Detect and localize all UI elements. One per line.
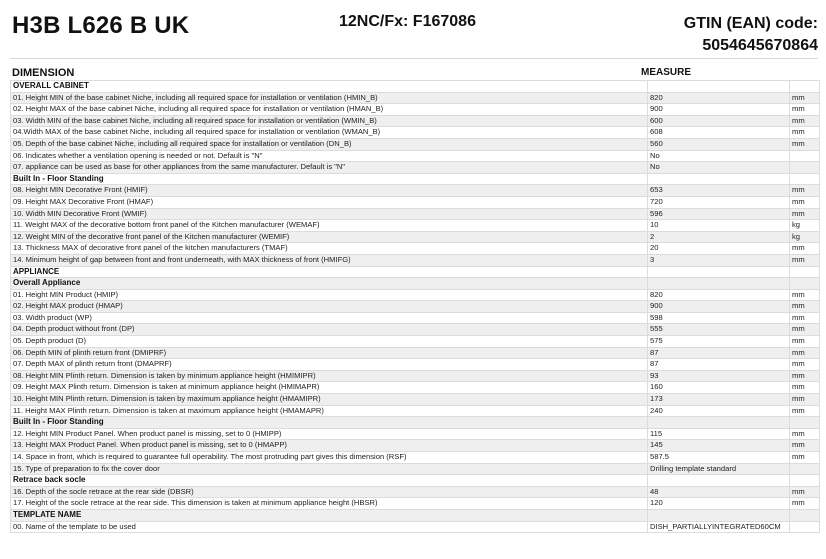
section-row	[11, 266, 820, 278]
section-row	[11, 509, 820, 521]
measure-value: 720	[648, 196, 790, 208]
measure-value: 2	[648, 231, 790, 243]
model-title: H3B L626 B UK	[12, 12, 190, 39]
table-row	[11, 208, 820, 220]
section-row	[11, 475, 820, 487]
dimension-label: 12. Height MIN Product Panel. When product panel is missing, set to 0 (HMIPP)	[11, 428, 648, 440]
measure-value: 3	[648, 254, 790, 266]
measure-unit: mm	[790, 127, 820, 139]
dimension-label: 14. Space in front, which is required to guarantee full operability. The most protruding part gives this dimension (RSF)	[11, 452, 648, 464]
measure-value: 560	[648, 138, 790, 150]
measure-unit: mm	[790, 115, 820, 127]
dimension-label: 09. Height MAX Plinth return. Dimension is taken at minimum appliance height (HMIMAPR)	[11, 382, 648, 394]
table-row	[11, 382, 820, 394]
table-row	[11, 289, 820, 301]
dimension-label: 05. Depth of the base cabinet Niche, including all required space for installation or ventilation (DN_B)	[11, 138, 648, 150]
dimension-label: 13. Height MAX Product Panel. When product panel is missing, set to 0 (HMAPP)	[11, 440, 648, 452]
section-row	[11, 278, 820, 290]
measure-unit: mm	[790, 336, 820, 348]
measure-unit	[790, 521, 820, 533]
measure-value: 598	[648, 312, 790, 324]
table-row	[11, 498, 820, 510]
dimension-label: 02. Height MAX product (HMAP)	[11, 301, 648, 313]
measure-value: No	[648, 162, 790, 174]
measure-value: 900	[648, 301, 790, 313]
page-header	[0, 0, 826, 58]
measure-unit: mm	[790, 243, 820, 255]
gtin-label: GTIN (EAN) code:	[683, 15, 818, 32]
measure-unit	[790, 278, 820, 290]
table-row	[11, 185, 820, 197]
table-row	[11, 312, 820, 324]
measure-value: 575	[648, 336, 790, 348]
dimension-label: 10. Height MIN Plinth return. Dimension is taken by maximum appliance height (HMAMIPR)	[11, 394, 648, 406]
12nc-code: 12NC/Fx: F167086	[339, 13, 476, 30]
table-row	[11, 336, 820, 348]
measure-unit: mm	[790, 254, 820, 266]
measure-value: 900	[648, 104, 790, 116]
dimension-label: 03. Width product (WP)	[11, 312, 648, 324]
measure-value: DISH_PARTIALLYINTEGRATED60CM	[648, 521, 790, 533]
dimension-label: 01. Height MIN of the base cabinet Niche, including all required space for installation or ventilation (HMIN_B)	[11, 92, 648, 104]
dimension-label: 16. Depth of the socle retrace at the rear side (DBSR)	[11, 486, 648, 498]
measure-unit: mm	[790, 394, 820, 406]
table-row	[11, 347, 820, 359]
table-row	[11, 405, 820, 417]
measure-value: 555	[648, 324, 790, 336]
dimension-label: 04.Width MAX of the base cabinet Niche, including all required space for installation or ventilation (WMAN_B)	[11, 127, 648, 139]
measure-unit	[790, 162, 820, 174]
measure-unit: mm	[790, 324, 820, 336]
measure-value: 653	[648, 185, 790, 197]
dimension-label: 08. Height MIN Decorative Front (HMIF)	[11, 185, 648, 197]
section-heading: TEMPLATE NAME	[11, 509, 648, 521]
measure-unit: mm	[790, 382, 820, 394]
measure-value: 600	[648, 115, 790, 127]
measure-value	[648, 81, 790, 93]
table-row	[11, 394, 820, 406]
measure-unit: mm	[790, 289, 820, 301]
measure-value: 115	[648, 428, 790, 440]
measure-column-header: MEASURE	[641, 67, 692, 78]
measure-unit: mm	[790, 208, 820, 220]
header-divider	[10, 58, 818, 59]
measure-unit	[790, 475, 820, 487]
table-row	[11, 428, 820, 440]
table-row	[11, 486, 820, 498]
dimension-label: 04. Depth product without front (DP)	[11, 324, 648, 336]
measure-value: 240	[648, 405, 790, 417]
measure-unit	[790, 509, 820, 521]
dimension-label: 01. Height MIN Product (HMIP)	[11, 289, 648, 301]
table-row	[11, 301, 820, 313]
dimension-label: 05. Depth product (D)	[11, 336, 648, 348]
measure-unit: mm	[790, 486, 820, 498]
section-heading: APPLIANCE	[11, 266, 648, 278]
measure-unit	[790, 266, 820, 278]
measure-unit: mm	[790, 196, 820, 208]
measure-unit	[790, 81, 820, 93]
dimension-label: 11. Height MAX Plinth return. Dimension is taken at maximum appliance height (HMAMAPR)	[11, 405, 648, 417]
measure-value: Drilling template standard	[648, 463, 790, 475]
measure-value: 145	[648, 440, 790, 452]
table-row	[11, 254, 820, 266]
dimension-label: 15. Type of preparation to fix the cover door	[11, 463, 648, 475]
measure-unit: mm	[790, 301, 820, 313]
measure-value: 87	[648, 347, 790, 359]
table-row	[11, 196, 820, 208]
measure-unit	[790, 463, 820, 475]
table-row	[11, 243, 820, 255]
dimension-label: 10. Width MIN Decorative Front (WMIF)	[11, 208, 648, 220]
measure-unit: mm	[790, 312, 820, 324]
dimension-label: 09. Height MAX Decorative Front (HMAF)	[11, 196, 648, 208]
measure-value	[648, 173, 790, 185]
dimension-label: 00. Name of the template to be used	[11, 521, 648, 533]
dimension-label: 07. appliance can be used as base for other appliances from the same manufacturer. Default is "N"	[11, 162, 648, 174]
measure-value: 160	[648, 382, 790, 394]
measure-unit: mm	[790, 185, 820, 197]
dimension-label: 11. Weight MAX of the decorative bottom front panel of the Kitchen manufacturer (WEMAF)	[11, 220, 648, 232]
dimension-label: 06. Depth MIN of plinth return front (DMIPRF)	[11, 347, 648, 359]
table-row	[11, 359, 820, 371]
measure-value: 20	[648, 243, 790, 255]
gtin-block	[684, 13, 818, 57]
section-row	[11, 417, 820, 429]
measure-unit: mm	[790, 370, 820, 382]
table-row	[11, 104, 820, 116]
section-heading: OVERALL CABINET	[11, 81, 648, 93]
measure-unit: mm	[790, 138, 820, 150]
measure-value: 820	[648, 92, 790, 104]
measure-unit: mm	[790, 440, 820, 452]
measure-value: 87	[648, 359, 790, 371]
table-row	[11, 231, 820, 243]
table-row	[11, 324, 820, 336]
dimension-label: 12. Weight MIN of the decorative front panel of the Kitchen manufacturer (WEMIF)	[11, 231, 648, 243]
table-row	[11, 463, 820, 475]
measure-unit	[790, 173, 820, 185]
measure-unit: mm	[790, 428, 820, 440]
measure-value: No	[648, 150, 790, 162]
measure-value	[648, 475, 790, 487]
section-heading: Overall Appliance	[11, 278, 648, 290]
table-row	[11, 440, 820, 452]
table-row	[11, 452, 820, 464]
measure-value: 93	[648, 370, 790, 382]
measure-value: 596	[648, 208, 790, 220]
dimension-table	[10, 80, 820, 533]
table-row	[11, 115, 820, 127]
measure-value: 48	[648, 486, 790, 498]
measure-value: 587.5	[648, 452, 790, 464]
measure-unit: kg	[790, 231, 820, 243]
measure-unit: mm	[790, 104, 820, 116]
table-row	[11, 92, 820, 104]
table-row	[11, 220, 820, 232]
dimension-label: 14. Minimum height of gap between front and front underneath, with MAX thickness of front (HMIFG)	[11, 254, 648, 266]
measure-value	[648, 266, 790, 278]
dimension-label: 08. Height MIN Plinth return. Dimension is taken by minimum appliance height (HMIMIPR)	[11, 370, 648, 382]
dimension-label: 17. Height of the socle retrace at the rear side. This dimension is taken at minimum appliance height (HBSR)	[11, 498, 648, 510]
measure-unit: mm	[790, 405, 820, 417]
measure-value: 608	[648, 127, 790, 139]
gtin-value: 5054645670864	[702, 37, 818, 54]
dimension-column-header: DIMENSION	[12, 67, 75, 79]
measure-unit: mm	[790, 92, 820, 104]
measure-unit: mm	[790, 498, 820, 510]
table-row	[11, 127, 820, 139]
dimension-label: 06. Indicates whether a ventilation opening is needed or not. Default is "N"	[11, 150, 648, 162]
table-row	[11, 138, 820, 150]
table-row	[11, 521, 820, 533]
section-row	[11, 81, 820, 93]
dimension-label: 07. Depth MAX of plinth return front (DMAPRF)	[11, 359, 648, 371]
dimension-label: 03. Width MIN of the base cabinet Niche, including all required space for installation or ventilation (WMIN_B)	[11, 115, 648, 127]
table-row	[11, 150, 820, 162]
measure-value	[648, 417, 790, 429]
measure-value: 173	[648, 394, 790, 406]
measure-value: 10	[648, 220, 790, 232]
measure-unit: mm	[790, 452, 820, 464]
dimension-label: 02. Height MAX of the base cabinet Niche, including all required space for installation or ventilation (HMAN_B)	[11, 104, 648, 116]
measure-unit: kg	[790, 220, 820, 232]
measure-unit: mm	[790, 347, 820, 359]
measure-unit	[790, 417, 820, 429]
section-row	[11, 173, 820, 185]
measure-value	[648, 509, 790, 521]
section-heading: Retrace back socle	[11, 475, 648, 487]
section-heading: Built In - Floor Standing	[11, 173, 648, 185]
table-row	[11, 370, 820, 382]
measure-unit: mm	[790, 359, 820, 371]
measure-value: 120	[648, 498, 790, 510]
section-heading: Built In - Floor Standing	[11, 417, 648, 429]
measure-value	[648, 278, 790, 290]
table-row	[11, 162, 820, 174]
measure-value: 820	[648, 289, 790, 301]
dimension-label: 13. Thickness MAX of decorative front panel of the kitchen manufacturers (TMAF)	[11, 243, 648, 255]
measure-unit	[790, 150, 820, 162]
